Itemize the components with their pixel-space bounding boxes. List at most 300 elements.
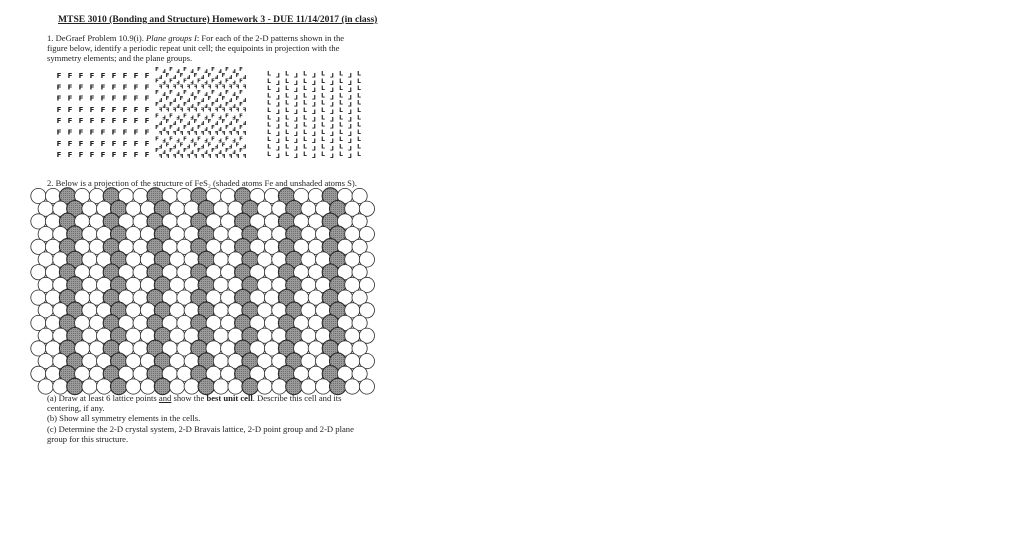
pattern3-motif: L	[267, 114, 271, 122]
pattern3-motif: L	[303, 77, 307, 85]
pattern1-motif: F	[56, 139, 62, 148]
pattern3-motif: L	[267, 70, 271, 78]
problem1-line1-rest: : For each of the 2-D patterns shown in the	[196, 33, 345, 43]
problem2-part-a-line2: centering, if any.	[47, 403, 105, 413]
pattern3-motif: L	[294, 109, 298, 116]
problem2-part-a	[47, 393, 342, 403]
pattern2-motif: F	[225, 136, 229, 143]
problem1-line2: figure below, identify a periodic repeat unit cell; the equipoints in projection with the	[47, 43, 340, 53]
pattern3-motif: L	[285, 85, 289, 93]
pattern3-motif: L	[321, 70, 325, 78]
pattern2-motif: F	[169, 113, 173, 120]
pattern1-motif: F	[144, 151, 150, 160]
problem1-number: 1. DeGraef Problem 10.9(i).	[47, 33, 144, 43]
pattern2-motif: F	[218, 148, 222, 155]
pattern2-motif: F	[190, 67, 194, 73]
pattern2-motif: F	[225, 67, 229, 73]
pattern2-motif: F	[207, 84, 212, 91]
pattern2-motif: F	[211, 78, 215, 85]
pattern2-motif: F	[239, 148, 243, 155]
pattern3-motif: L	[339, 128, 343, 136]
pattern2-motif: F	[165, 119, 170, 126]
pattern2-motif: F	[165, 84, 170, 91]
pattern3-motif: L	[348, 130, 352, 138]
pattern3-motif: L	[330, 79, 334, 87]
pattern2-motif: F	[155, 78, 159, 85]
pattern3-motif: L	[303, 92, 307, 100]
pattern3-motif: L	[312, 79, 316, 87]
problem2-intro: 2. Below is a projection of the structure of FeS₂ (shaded atoms Fe and unshaded atoms S).	[47, 178, 357, 188]
pattern3-motif: L	[276, 79, 280, 87]
pattern2-motif: F	[200, 130, 205, 137]
pattern3-motif: L	[321, 85, 325, 93]
pattern2-motif: F	[242, 142, 247, 149]
pattern2-motif: F	[207, 130, 212, 137]
pattern2-motif: F	[218, 67, 222, 73]
pattern2-motif: F	[162, 136, 166, 143]
pattern3-motif: L	[348, 94, 352, 102]
pattern3-motif: L	[330, 87, 334, 95]
pattern2-motif: F	[162, 67, 166, 73]
pattern3-motif: L	[312, 152, 316, 160]
pattern3-motif: L	[330, 72, 334, 80]
pattern3-motif: L	[348, 152, 352, 160]
pattern3-motif: L	[303, 121, 307, 129]
pattern2-motif: F	[242, 96, 247, 102]
pattern2-motif: F	[204, 101, 208, 108]
pattern2-motif: F	[197, 90, 201, 97]
pattern3-motif: L	[330, 130, 334, 138]
pattern2-motif: F	[165, 154, 170, 160]
pattern2-motif: F	[239, 67, 243, 73]
pattern2-motif: F	[176, 78, 180, 85]
pattern1-motif: F	[122, 72, 128, 80]
pattern2-motif: F	[225, 125, 229, 131]
pattern3-motif: L	[339, 114, 343, 122]
pattern1-motif: F	[111, 72, 117, 80]
pattern1-motif: F	[111, 83, 117, 92]
pattern2-motif: F	[232, 113, 236, 120]
pattern2-motif: F	[211, 90, 215, 97]
pattern2-motif: F	[225, 101, 229, 108]
pattern2-motif: F	[172, 119, 177, 126]
pattern2-motif: F	[235, 130, 240, 137]
pattern2-motif: F	[214, 107, 219, 114]
pattern2-motif: F	[221, 84, 226, 91]
pattern2-motif: F	[218, 113, 222, 120]
pattern3-motif: L	[294, 152, 298, 160]
pattern2-motif: F	[176, 148, 180, 155]
s-atom	[359, 379, 374, 394]
pattern3-motif: L	[339, 85, 343, 93]
pattern2-motif: F	[214, 84, 219, 91]
pattern1-motif: F	[78, 94, 84, 103]
pattern2-motif: F	[211, 67, 215, 73]
pattern3-motif: L	[267, 128, 271, 136]
pattern3-motif: L	[321, 114, 325, 122]
pattern1-motif: F	[133, 105, 139, 114]
pattern2-motif: F	[162, 101, 166, 108]
pattern2-motif: F	[228, 84, 233, 91]
pattern2-motif: F	[197, 125, 201, 131]
pattern1-motif: F	[144, 128, 150, 137]
pattern2-motif: F	[211, 125, 215, 131]
pattern2-motif: F	[218, 78, 222, 85]
pattern2-motif: F	[186, 107, 191, 114]
pattern3-motif: L	[267, 136, 271, 144]
pattern1-motif: F	[67, 72, 73, 80]
pattern2-motif: F	[235, 154, 240, 160]
s-atom	[345, 379, 360, 394]
pattern3-motif: L	[330, 152, 334, 160]
pattern3-motif: L	[267, 107, 271, 114]
pattern3-motif: L	[285, 150, 289, 158]
s-atom	[82, 379, 97, 394]
pattern3-motif: L	[276, 116, 280, 124]
s-atom	[140, 379, 155, 394]
pattern2-motif: F	[218, 90, 222, 97]
pattern1-motif: F	[89, 72, 95, 80]
pattern2-motif: F	[179, 107, 184, 114]
pattern2-motif: F	[225, 148, 229, 155]
pattern2-motif: F	[204, 125, 208, 131]
pattern1-motif: F	[67, 94, 73, 103]
pattern2-motif: F	[218, 136, 222, 143]
pattern1-motif: F	[67, 151, 73, 160]
pattern3-motif: L	[312, 87, 316, 95]
pattern3-motif: L	[303, 107, 307, 114]
due-date: DUE 11/14/2017 (in class)	[273, 14, 378, 25]
pattern2-motif: F	[176, 113, 180, 120]
pattern2-motif: F	[183, 148, 187, 155]
pattern2-motif: F	[232, 148, 236, 155]
pattern2-motif: F	[190, 90, 194, 97]
part-a-best-unit-cell: best unit cell	[206, 393, 253, 403]
pattern3-motif: L	[330, 123, 334, 131]
pattern2-motif: F	[162, 90, 166, 97]
pattern2-motif: F	[235, 119, 240, 126]
pattern3-motif: L	[321, 136, 325, 144]
pattern1-motif: F	[122, 139, 128, 148]
pattern2-motif: F	[179, 96, 184, 102]
pattern3-motif: L	[357, 114, 361, 122]
pattern2-motif: F	[211, 148, 215, 155]
pattern2-motif: F	[200, 154, 205, 160]
pattern3-motif: L	[339, 143, 343, 151]
pattern3-motif: L	[357, 99, 361, 107]
pattern2-motif: F	[158, 107, 163, 114]
s-atom	[126, 379, 141, 394]
pattern-3	[265, 68, 365, 160]
pattern3-motif: L	[348, 87, 352, 95]
pattern1-motif: F	[144, 105, 150, 114]
pattern1-motif: F	[78, 72, 84, 80]
pattern3-motif: L	[294, 79, 298, 87]
pattern1-motif: F	[133, 128, 139, 137]
pattern2-motif: F	[169, 148, 173, 155]
pattern3-motif: L	[339, 70, 343, 78]
title-separator: -	[265, 14, 274, 25]
pattern2-motif: F	[211, 101, 215, 108]
pattern2-motif: F	[200, 96, 205, 102]
pattern3-motif: L	[339, 92, 343, 100]
pattern3-motif: L	[321, 107, 325, 114]
pattern3-motif: L	[312, 94, 316, 102]
pattern2-motif: F	[172, 96, 177, 102]
pattern3-motif: L	[348, 72, 352, 80]
pattern3-motif: L	[330, 109, 334, 116]
part-a-text-3: . Describe this cell and its	[252, 393, 342, 403]
pattern2-motif: F	[179, 142, 184, 149]
pattern2-motif: F	[162, 125, 166, 131]
pattern1-motif: F	[78, 139, 84, 148]
pattern1-motif: F	[56, 117, 62, 126]
pattern1-motif: F	[100, 105, 106, 114]
pattern2-motif: F	[179, 72, 184, 79]
pattern1-motif: F	[78, 83, 84, 92]
pattern1-motif: F	[122, 94, 128, 103]
pattern2-motif: F	[232, 90, 236, 97]
pattern2-motif: F	[158, 72, 163, 79]
pattern3-motif: L	[303, 150, 307, 158]
pattern3-motif: L	[285, 128, 289, 136]
pattern2-motif: F	[204, 148, 208, 155]
pattern3-motif: L	[339, 107, 343, 114]
pattern2-motif: F	[221, 119, 226, 126]
pattern2-motif: F	[228, 119, 233, 126]
problem1-topic: Plane groups I	[146, 33, 197, 43]
pattern1-motif: F	[111, 151, 117, 160]
pattern1-motif: F	[144, 72, 150, 80]
pattern2-motif: F	[225, 90, 229, 97]
pattern2-motif: F	[221, 107, 226, 114]
pattern2-motif: F	[165, 130, 170, 137]
pattern2-motif: F	[158, 119, 163, 126]
pattern2-motif: F	[197, 67, 201, 73]
pattern2-motif: F	[197, 101, 201, 108]
pattern2-motif: F	[155, 101, 159, 108]
pattern1-motif: F	[122, 128, 128, 137]
pattern3-motif: L	[312, 116, 316, 124]
pattern-1	[55, 70, 150, 162]
pattern3-motif: L	[303, 143, 307, 151]
pattern2-motif: F	[183, 136, 187, 143]
pattern1-motif: F	[56, 94, 62, 103]
pattern2-motif: F	[204, 90, 208, 97]
problem2-part-c-line1: (c) Determine the 2-D crystal system, 2-D Bravais lattice, 2-D point group and 2-D plane	[47, 424, 354, 434]
pattern3-motif: L	[321, 150, 325, 158]
pattern1-motif: F	[122, 151, 128, 160]
pattern3-motif: L	[339, 99, 343, 107]
pattern2-motif: F	[204, 113, 208, 120]
fes2-structure-projection	[47, 191, 352, 382]
pattern1-motif: F	[89, 94, 95, 103]
pattern1-motif: F	[111, 117, 117, 126]
pattern3-motif: L	[276, 87, 280, 95]
pattern2-motif: F	[186, 130, 191, 137]
pattern3-motif: L	[303, 114, 307, 122]
pattern1-motif: F	[100, 128, 106, 137]
pattern2-motif: F	[200, 107, 205, 114]
pattern1-motif: F	[78, 105, 84, 114]
pattern3-motif: L	[357, 70, 361, 78]
pattern3-motif: L	[276, 101, 280, 109]
pattern2-motif: F	[232, 67, 236, 73]
pattern2-motif: F	[232, 136, 236, 143]
pattern1-motif: F	[78, 151, 84, 160]
pattern3-motif: L	[303, 85, 307, 93]
pattern2-motif: F	[228, 130, 233, 137]
pattern3-motif: L	[348, 109, 352, 116]
pattern2-motif: F	[176, 67, 180, 73]
pattern2-motif: F	[239, 90, 243, 97]
pattern2-motif: F	[211, 136, 215, 143]
pattern2-motif: F	[169, 78, 173, 85]
s-atom	[316, 379, 331, 394]
pattern1-motif: F	[67, 117, 73, 126]
pattern2-motif: F	[183, 90, 187, 97]
pattern1-motif: F	[144, 139, 150, 148]
pattern3-motif: L	[267, 85, 271, 93]
pattern3-motif: L	[321, 121, 325, 129]
pattern2-motif: F	[235, 84, 240, 91]
pattern2-motif: F	[197, 78, 201, 85]
pattern3-motif: L	[267, 99, 271, 107]
s-atom	[170, 379, 185, 394]
pattern2-motif: F	[165, 142, 170, 149]
pattern1-motif: F	[144, 117, 150, 126]
pattern2-motif: F	[155, 67, 159, 73]
pattern2-motif: F	[183, 113, 187, 120]
pattern3-motif: L	[285, 92, 289, 100]
pattern2-motif: F	[221, 142, 226, 149]
pattern2-motif: F	[186, 72, 191, 79]
pattern2-motif: F	[228, 107, 233, 114]
pattern1-motif: F	[67, 105, 73, 114]
pattern2-motif: F	[242, 154, 247, 160]
pattern2-motif: F	[190, 113, 194, 120]
pattern1-motif: F	[89, 151, 95, 160]
pattern3-motif: L	[312, 138, 316, 146]
pattern2-motif: F	[183, 67, 187, 73]
pattern2-motif: F	[179, 130, 184, 137]
pattern2-motif: F	[162, 113, 166, 120]
pattern2-motif: F	[235, 72, 240, 79]
pattern1-motif: F	[67, 83, 73, 92]
pattern2-motif: F	[172, 107, 177, 114]
pattern2-motif: F	[239, 101, 243, 108]
pattern3-motif: L	[276, 138, 280, 146]
pattern3-motif: L	[276, 72, 280, 80]
pattern3-motif: L	[357, 85, 361, 93]
pattern1-motif: F	[56, 151, 62, 160]
pattern2-motif: F	[239, 136, 243, 143]
pattern3-motif: L	[357, 77, 361, 85]
pattern2-motif: F	[172, 72, 177, 79]
pattern3-motif: L	[357, 128, 361, 136]
pattern1-motif: F	[100, 83, 106, 92]
pattern2-motif: F	[155, 148, 159, 155]
pattern1-motif: F	[67, 128, 73, 137]
pattern2-motif: F	[183, 101, 187, 108]
pattern2-motif: F	[155, 90, 159, 97]
pattern3-motif: L	[285, 121, 289, 129]
pattern1-motif: F	[56, 83, 62, 92]
s-atom	[228, 379, 243, 394]
pattern3-motif: L	[357, 143, 361, 151]
pattern3-motif: L	[339, 150, 343, 158]
pattern1-motif: F	[111, 94, 117, 103]
pattern2-motif: F	[242, 72, 247, 79]
pattern1-motif: F	[111, 128, 117, 137]
pattern1-motif: F	[122, 83, 128, 92]
pattern2-motif: F	[193, 96, 198, 102]
pattern1-motif: F	[122, 105, 128, 114]
pattern2-motif: F	[169, 90, 173, 97]
pattern3-motif: L	[357, 107, 361, 114]
pattern2-motif: F	[169, 136, 173, 143]
s-atom	[301, 379, 316, 394]
pattern3-motif: L	[339, 121, 343, 129]
pattern2-motif: F	[169, 101, 173, 108]
pattern3-motif: L	[321, 143, 325, 151]
pattern2-motif: F	[193, 154, 198, 160]
part-a-text-1: (a) Draw at least 6 lattice points	[47, 393, 159, 403]
pattern3-motif: L	[276, 109, 280, 116]
pattern2-motif: F	[239, 113, 243, 120]
pattern2-motif: F	[155, 113, 159, 120]
pattern3-motif: L	[267, 143, 271, 151]
pattern2-motif: F	[169, 125, 173, 131]
pattern3-motif: L	[294, 130, 298, 138]
pattern3-motif: L	[357, 92, 361, 100]
pattern1-motif: F	[78, 117, 84, 126]
pattern3-motif: L	[348, 116, 352, 124]
pattern2-motif: F	[172, 130, 177, 137]
pattern2-motif: F	[186, 96, 191, 102]
pattern1-motif: F	[89, 117, 95, 126]
pattern1-motif: F	[89, 83, 95, 92]
pattern3-motif: L	[285, 77, 289, 85]
pattern2-motif: F	[228, 142, 233, 149]
pattern3-motif: L	[285, 114, 289, 122]
pattern2-motif: F	[200, 84, 205, 91]
pattern2-motif: F	[214, 142, 219, 149]
pattern1-motif: F	[122, 117, 128, 126]
pattern2-motif: F	[179, 84, 184, 91]
pattern1-motif: F	[100, 72, 106, 80]
pattern2-motif: F	[155, 136, 159, 143]
pattern3-motif: L	[339, 77, 343, 85]
problem2-part-c-line2: group for this structure.	[47, 434, 129, 444]
pattern2-motif: F	[165, 107, 170, 114]
s-atom	[97, 379, 112, 394]
pattern3-motif: L	[276, 130, 280, 138]
part-a-and: and	[158, 393, 172, 403]
pattern3-motif: L	[330, 145, 334, 153]
pattern2-motif: F	[193, 72, 198, 79]
pattern2-motif: F	[186, 154, 191, 160]
pattern3-motif: L	[294, 87, 298, 95]
pattern3-motif: L	[348, 138, 352, 146]
pattern2-motif: F	[214, 96, 219, 102]
pattern3-motif: L	[330, 116, 334, 124]
pattern2-motif: F	[190, 136, 194, 143]
pattern1-motif: F	[67, 139, 73, 148]
pattern-2	[153, 66, 245, 162]
pattern2-motif: F	[225, 78, 229, 85]
pattern2-motif: F	[242, 130, 247, 137]
